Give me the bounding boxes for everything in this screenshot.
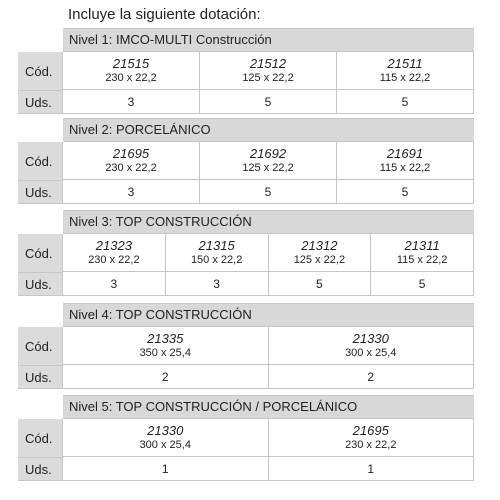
section-header: Nivel 1: IMCO-MULTI Construcción [63, 28, 474, 52]
item-units: 5 [200, 90, 337, 113]
item-units: 5 [337, 180, 474, 203]
section-header: Nivel 4: TOP CONSTRUCCIÓN [63, 303, 474, 327]
item-cell [371, 234, 474, 271]
cod-label: Cód. [18, 142, 63, 180]
section-header: Nivel 2: PORCELÁNICO [63, 118, 474, 142]
item-cell [63, 419, 269, 456]
item-cell [63, 234, 166, 271]
item-dimensions: 125 x 22,2 [242, 161, 294, 174]
cod-label: Cód. [18, 234, 63, 272]
units-row [63, 457, 474, 481]
item-units: 5 [371, 272, 474, 295]
units-row [63, 272, 474, 296]
item-cell [200, 142, 337, 179]
item-code: 21512 [249, 55, 287, 71]
uds-label: Uds. [18, 365, 63, 389]
item-dimensions: 230 x 22,2 [105, 71, 157, 84]
item-code: 21323 [95, 237, 132, 253]
item-code: 21335 [147, 330, 184, 346]
item-units: 5 [269, 272, 372, 295]
item-code: 21330 [147, 422, 184, 438]
item-dimensions: 115 x 22,2 [379, 71, 431, 84]
units-row [63, 365, 474, 389]
item-code: 21315 [198, 237, 235, 253]
uds-label: Uds. [18, 457, 63, 481]
uds-label: Uds. [18, 180, 63, 204]
item-dimensions: 300 x 25,4 [345, 346, 397, 359]
item-code: 21695 [112, 145, 150, 161]
item-cell [200, 52, 337, 89]
item-dimensions: 230 x 22,2 [105, 161, 157, 174]
item-dimensions: 125 x 22,2 [293, 253, 346, 266]
item-code: 21330 [352, 330, 389, 346]
item-dimensions: 115 x 22,2 [379, 161, 431, 174]
item-units: 5 [337, 90, 474, 113]
item-code: 21515 [112, 55, 150, 71]
item-cell [63, 142, 200, 179]
item-code: 21312 [301, 237, 338, 253]
item-code: 21511 [387, 55, 423, 71]
section-header: Nivel 3: TOP CONSTRUCCIÓN [63, 210, 474, 234]
item-units: 1 [269, 457, 475, 480]
item-cell [269, 419, 475, 456]
item-dimensions: 350 x 25,4 [139, 346, 191, 359]
item-units: 3 [63, 272, 166, 295]
item-dimensions: 115 x 22,2 [396, 253, 448, 266]
units-row [63, 180, 474, 204]
item-cell [63, 327, 269, 364]
code-row [63, 142, 474, 180]
page-title: Incluye la siguiente dotación: [68, 6, 261, 23]
code-row [63, 327, 474, 365]
uds-label: Uds. [18, 272, 63, 296]
item-units: 1 [63, 457, 269, 480]
item-code: 21691 [386, 145, 424, 161]
item-dimensions: 230 x 22,2 [345, 438, 397, 451]
item-dimensions: 125 x 22,2 [242, 71, 294, 84]
item-cell [337, 142, 474, 179]
item-units: 2 [63, 365, 269, 388]
item-cell [63, 52, 200, 89]
item-cell [166, 234, 269, 271]
item-dimensions: 300 x 25,4 [139, 438, 191, 451]
item-units: 3 [63, 90, 200, 113]
item-cell [269, 234, 372, 271]
item-code: 21695 [352, 422, 389, 438]
item-dimensions: 150 x 22,2 [190, 253, 243, 266]
item-dimensions: 230 x 22,2 [88, 253, 140, 266]
item-code: 21311 [404, 237, 440, 253]
units-row [63, 90, 474, 114]
cod-label: Cód. [18, 52, 63, 90]
item-cell [269, 327, 475, 364]
code-row [63, 52, 474, 90]
item-units: 3 [63, 180, 200, 203]
cod-label: Cód. [18, 419, 63, 457]
item-units: 5 [200, 180, 337, 203]
section-header: Nivel 5: TOP CONSTRUCCIÓN / PORCELÁNICO [63, 395, 474, 419]
item-cell [337, 52, 474, 89]
code-row [63, 419, 474, 457]
item-code: 21692 [249, 145, 287, 161]
item-units: 3 [166, 272, 269, 295]
uds-label: Uds. [18, 90, 63, 114]
item-units: 2 [269, 365, 475, 388]
code-row [63, 234, 474, 272]
cod-label: Cód. [18, 327, 63, 365]
